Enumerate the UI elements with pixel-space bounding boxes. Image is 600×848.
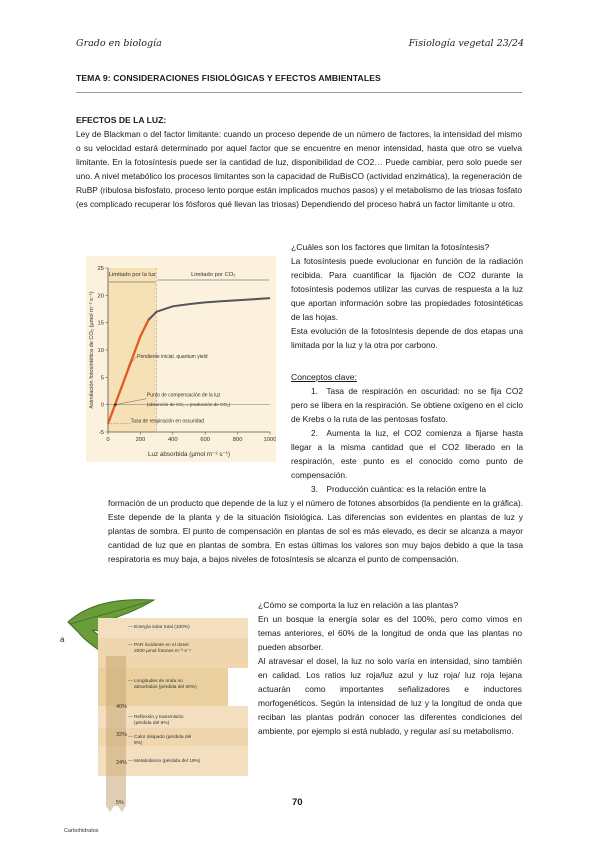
y-tick-label: 25	[97, 266, 104, 272]
x-tick-label: 600	[200, 437, 211, 443]
x-tick-label: 0	[106, 437, 110, 443]
x-tick-label: 800	[232, 437, 243, 443]
header-subject: Fisiología vegetal 23/24	[408, 38, 524, 49]
x-tick-label: 400	[167, 437, 178, 443]
intro-paragraph: Ley de Blackman o del factor limitante: cuando un proceso depende de un número de factores, la intensidad del mismo o su velocidad estará determinado por aquel factor que se encuentre en menor intensidad, hasta que otro se vuelva limitante. En la fotosíntesis puede ser la cantidad de luz, disponibilidad de CO2… Puede cambiar, pero solo puede ser uno. A nivel metabólico los procesos limitantes son la capacidad de RuBisCO (actividad enzimática), la regeneración de RuBP (ribulosa bisfosfato, proceso lento porque están implicados muchos pasos) y el metabolismo de las triosas fosfato (es complicado recuperar los fósforos qué llevan las triosas) Dependiendo del proceso habrá un factor limitante u otro.	[76, 129, 522, 209]
y-tick-label: 10	[97, 348, 104, 354]
light-limited-region	[108, 268, 157, 432]
y-tick-label: 15	[97, 320, 104, 327]
light-response-chart	[86, 256, 276, 462]
question-limits: ¿Cuáles son los factores que limitan la fotosíntesis?	[291, 242, 490, 252]
concept-item-1: 1. Tasa de respiración en oscuridad: no se fija CO2 pero se libera en la respiración. Se obtiene oxígeno en el ciclo de Krebs o la ruta de las pentosas fosfato.	[291, 386, 523, 424]
x-axis-label: Luz absorbida (µmol m⁻² s⁻¹)	[147, 451, 231, 458]
question-light-plants: ¿Cómo se comporta la luz en relación a las plantas?	[258, 600, 459, 610]
x-tick-label: 1000	[263, 437, 276, 443]
region-co2-label: Limitado por CO₂	[191, 272, 236, 278]
concept-item-3-start: 3. Producción cuántica: es la relación entre la	[311, 484, 487, 494]
q1-paragraph-1: La fotosíntesis puede evolucionar en función de la radiación recibida. Para cuantificar la fijación de CO2 durante la fotosíntesis podemos utilizar las curvas de respuesta a la luz que aportan información sobre las propiedades fotosintéticas de las hojas.	[291, 256, 523, 322]
topic-title: TEMA 9: CONSIDERACIONES FISIOLÓGICAS Y EFECTOS AMBIENTALES	[76, 73, 381, 83]
figure-percent-label: 5%	[116, 800, 124, 806]
concept-item-2: 2. Aumenta la luz, el CO2 comienza a fijarse hasta llegar a la misma cantidad que el CO2 liberado en la respiración, este punto es el conocido como punto de compensación.	[291, 428, 523, 480]
figure-row-label: Calor disipado (pérdida del 8%)	[134, 735, 192, 746]
y-tick-label: 5	[100, 375, 104, 382]
concept-item-3-body: formación de un producto que depende de la luz y el número de fotones absorbidos (la pendiente en la gráfica). Este depende de la planta y de la situación fisiológica. Las diferencias son evidentes en plantas de luz y plantas de sombra. El punto de compensación en plantas de sol es más elevado, es decir se alcanza a mayor cantidad de luz que en plantas de sombra. En estas últimas los valores son muy bajos debido a que la tasa respiratoria es muy baja, a bajos niveles de fotosíntesis se alcanza el punto de compensación.	[108, 498, 523, 564]
compensation-sub-annotation: (absorción de CO₂ = producción de CO₂)	[146, 401, 231, 407]
figure-percent-label: 40%	[116, 704, 128, 710]
figure-row-label: Reflexión y transmisión (pérdida del 8%)	[134, 715, 184, 726]
figure-row-label: Metabolismo (pérdida del 19%)	[134, 759, 201, 764]
section-title: EFECTOS DE LA LUZ:	[76, 115, 167, 125]
figure-percent-label: 32%	[116, 732, 128, 738]
topic-divider	[76, 92, 522, 93]
page-number: 70	[292, 797, 303, 808]
light-energy-svg	[58, 596, 258, 836]
y-tick-label: 20	[97, 293, 104, 300]
figure-row-label: PAR incidente en el dosel 2000 µmol fotones m⁻² s⁻¹	[134, 643, 191, 654]
q1-paragraph-2: Esta evolución de la fotosíntesis depende de dos etapas una limitada por la luz y la otra por carbono.	[291, 326, 523, 350]
concepts-title: Conceptos clave:	[291, 372, 357, 382]
q2-paragraph-2: Al atravesar el dosel, la luz no solo varía en intensidad, sino también en calidad. Los ratios luz roja/luz azul y luz roja/ luz roja lejana actuarán como importantes señalizadores e inductores morfogenéticos. Según la intensidad de luz y la longitud de onda que reciban las plantas podrán conocer las diferentes condiciones del ambiente, por ejemplo si está nublado, y regular así su metabolismo.	[258, 656, 522, 736]
slope-annotation: Pendiente inicial, quantum yield	[137, 354, 208, 361]
figure-row-label: Longitudes de onda no absorbidas (pérdida del 60%)	[134, 679, 197, 690]
q2-paragraph-1: En un bosque la energía solar es del 100%, pero como vimos en temas anteriores, el 60% de la longitud de onda que las plantas no pueden absorber.	[258, 614, 522, 652]
carbohydrates-label: Carbohidratos	[64, 828, 99, 834]
y-tick-label: 0	[100, 402, 104, 409]
respiration-annotation: Tasa de respiración en oscuridad	[130, 418, 205, 425]
y-tick-label: -5	[98, 430, 104, 436]
y-axis-label: Asimilación fotosintética de CO₂ (µmol m⁻² s⁻¹)	[89, 291, 95, 409]
header-course: Grado en biología	[76, 38, 162, 49]
compensation-point	[114, 403, 117, 406]
x-tick-label: 200	[135, 437, 146, 443]
figure-row-label: Energía solar total (100%)	[134, 625, 190, 630]
compensation-annotation: Punto de compensación de la luz	[146, 392, 221, 399]
light-energy-figure	[58, 596, 258, 836]
figure-percent-label: 24%	[116, 760, 128, 766]
light-response-svg	[86, 256, 276, 462]
region-light-label: Limitado por la luz	[108, 272, 156, 278]
figure-panel-label: a	[60, 635, 65, 644]
